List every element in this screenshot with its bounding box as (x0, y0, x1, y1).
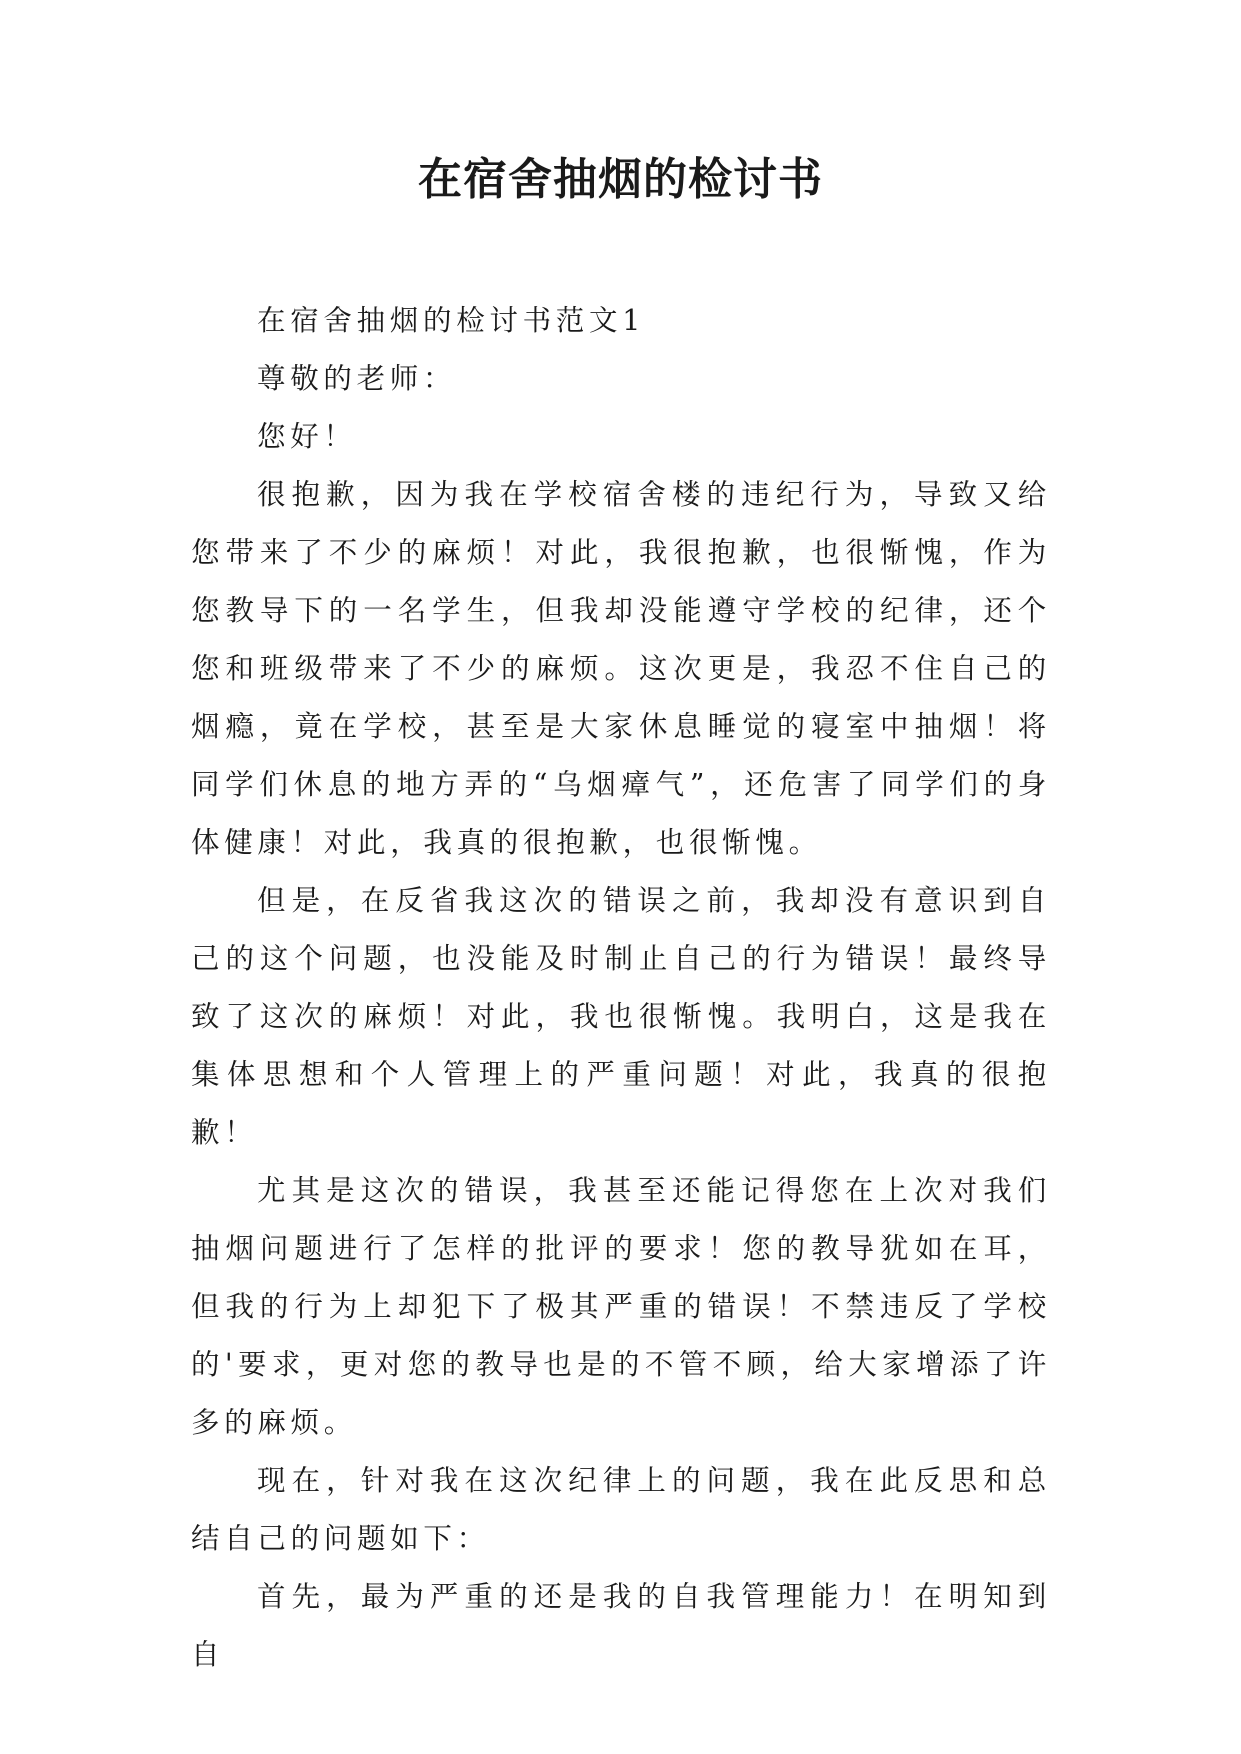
paragraph-body: 尤其是这次的错误，我甚至还能记得您在上次对我们抽烟问题进行了怎样的批评的要求！您的教导犹如在耳，但我的行为上却犯下了极其严重的错误！不禁违反了学校的'要求，更对您的教导也是的不管不顾，给大家增添了许多的麻烦。 (191, 1174, 1051, 1439)
paragraph-body: 首先，最为严重的还是我的自我管理能力！在明知到自 (191, 1580, 1051, 1671)
paragraph-body: 很抱歉，因为我在学校宿舍楼的违纪行为，导致又给您带来了不少的麻烦！对此，我很抱歉，也很惭愧，作为您教导下的一名学生，但我却没能遵守学校的纪律，还个您和班级带来了不少的麻烦。这次更是，我忍不住自己的烟瘾，竟在学校，甚至是大家休息睡觉的寝室中抽烟！将同学们休息的地方弄的“乌烟瘴气”，还危害了同学们的身体健康！对此，我真的很抱歉，也很惭愧。 (191, 478, 1051, 859)
document-body (191, 292, 1051, 1684)
paragraph-greeting: 您好！ (257, 420, 357, 453)
paragraph-body: 现在，针对我在这次纪律上的问题，我在此反思和总结自己的问题如下： (191, 1464, 1051, 1555)
paragraph-body: 但是，在反省我这次的错误之前，我却没有意识到自己的这个问题，也没能及时制止自己的行为错误！最终导致了这次的麻烦！对此，我也很惭愧。我明白，这是我在集体思想和个人管理上的严重问题！对此，我真的很抱歉！ (191, 884, 1051, 1149)
paragraph-salutation: 尊敬的老师： (257, 362, 457, 395)
paragraph-heading: 在宿舍抽烟的检讨书范文1 (257, 304, 646, 337)
document-title: 在宿舍抽烟的检讨书 (418, 154, 823, 205)
